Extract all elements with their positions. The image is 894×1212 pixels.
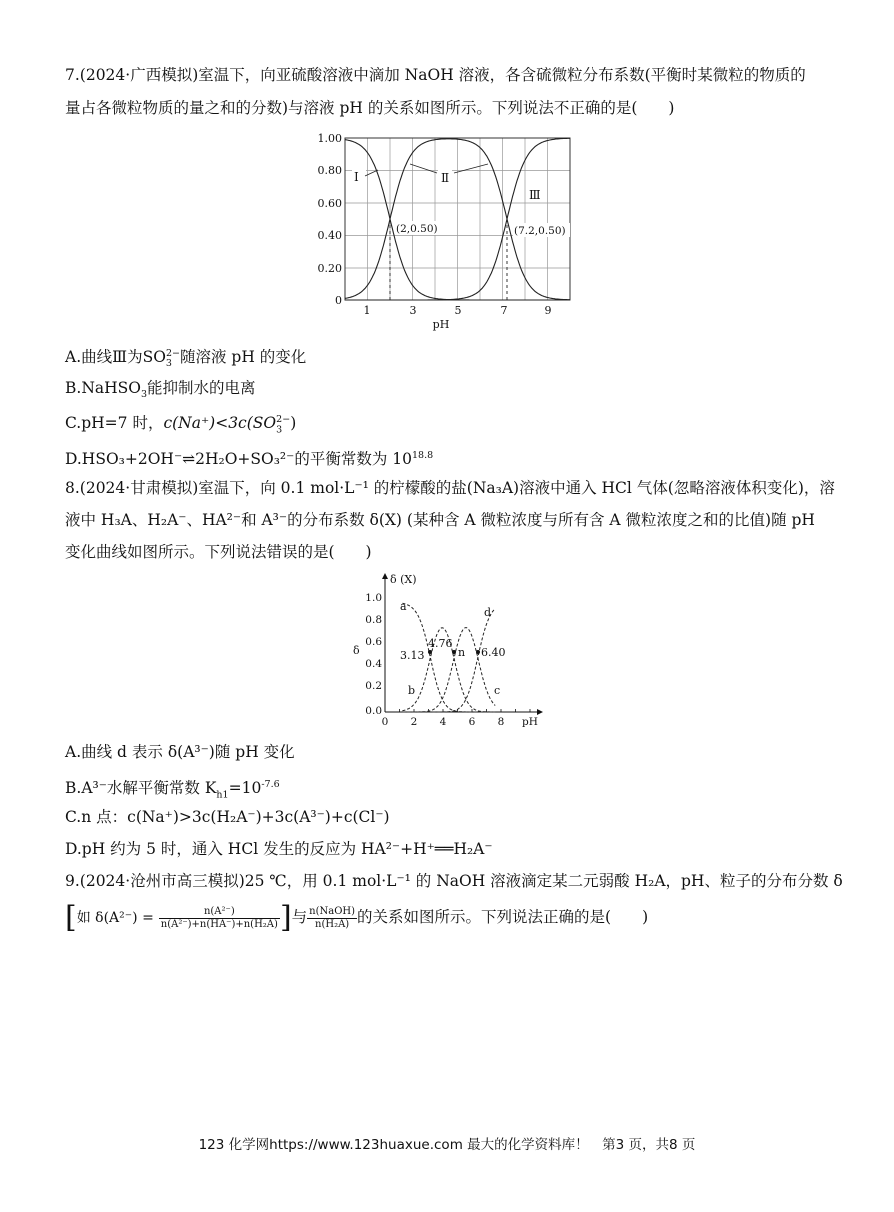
q7-ytick: 0.60 — [318, 197, 342, 210]
q8-ytick: 0.0 — [365, 705, 382, 717]
q8-ytick: 0.2 — [365, 680, 382, 692]
q9-line1: 9.(2024·沧州市高三模拟)25 ℃，用 0.1 mol·L⁻¹ 的 NaOH 溶液滴定某二元弱酸 H₂A，pH、粒子的分布分数 δ — [65, 872, 843, 890]
q7-ytick: 0.40 — [318, 229, 342, 242]
q8-xlabel: pH — [522, 716, 538, 728]
q7-label-III: Ⅲ — [529, 188, 541, 202]
q7-ytick: 1.00 — [318, 132, 342, 145]
q8-xtick: 2 — [410, 716, 418, 728]
q8-xtick: 4 — [439, 716, 447, 728]
q7-xtick: 9 — [544, 304, 552, 317]
q8-option-d: D.pH 约为 5 时，通入 HCl 发生的反应为 HA²⁻+H⁺══H₂A⁻ — [65, 840, 493, 858]
q8-ylabel-top: δ (X) — [390, 573, 417, 586]
q7-chart — [318, 128, 580, 338]
q7-option-a: A.曲线Ⅲ为$SO_3^{2-}$随溶液 pH 的变化 — [65, 348, 307, 370]
q7-option-d: D.HSO₃+2OH⁻⇌2H₂O+SO₃²⁻的平衡常数为 $10^{18.8}$ — [65, 450, 434, 469]
q8-xtick: 6 — [468, 716, 476, 728]
q8-line3: 变化曲线如图所示。下列说法错误的是( ) — [65, 543, 372, 561]
page-footer: 123 化学网https://www.123huaxue.com 最大的化学资料库！ 第3 页，共8 页 — [198, 1137, 696, 1153]
q9-fraction-1: $\frac{\text{n(A²⁻)}}{\text{n(A²⁻)+n(HA⁻)+n(H₂A)}}$ — [160, 905, 278, 930]
q8-ytick: 1.0 — [365, 592, 382, 604]
q8-xtick: 0 — [381, 716, 389, 728]
q7-xtick: 1 — [363, 304, 371, 317]
q8-point-label: 6.40 — [481, 646, 506, 659]
q7-xtick: 7 — [500, 304, 508, 317]
q7-label-II: Ⅱ — [441, 171, 450, 185]
q8-ytick: 0.6 — [365, 636, 382, 648]
q7-line2: 量占各微粒物质的量之和的分数)与溶液 pH 的关系如图所示。下列说法不正确的是( ) — [65, 99, 675, 117]
q8-curve-label-c: c — [494, 684, 501, 697]
q7-annotation-1: (2,0.50) — [396, 223, 438, 235]
q8-curve-label-b: b — [408, 684, 416, 697]
q8-curve-label-d: d — [484, 606, 492, 619]
q7-xtick: 3 — [409, 304, 417, 317]
q8-point-n — [452, 650, 456, 654]
q8-point-label: 4.76 — [428, 637, 453, 650]
q8-ytick: 0.8 — [365, 614, 382, 626]
q8-point-label: 3.13 — [400, 649, 425, 662]
q7-option-c: C.pH=7 时，$c(Na^+)<3c(SO_3^{2-})$ — [65, 414, 297, 436]
q8-option-c: C.n 点：c(Na⁺)>3c(H₂A⁻)+3c(A³⁻)+c(Cl⁻) — [65, 808, 390, 826]
q9-line2: [如 δ(A²⁻) = $\frac{\text{n(A²⁻)}}{\text{n(A²⁻)+n(HA⁻)+n(H₂A)}}$ ]与 $\frac{\text{n(NaOH)}}{\text{n(H₂A)}}$ 的关系如图所示。下列说法正确的是( ) — [65, 900, 649, 935]
q7-label-I: Ⅰ — [354, 170, 359, 184]
q9-fraction-2: $\frac{\text{n(NaOH)}}{\text{n(H₂A)}}$ — [309, 905, 356, 930]
q7-grid — [345, 138, 570, 300]
q8-option-b: B.A³⁻水解平衡常数 $K_{h1}=10^{-7.6}$ — [65, 779, 280, 801]
q8-ytick: 0.4 — [365, 658, 382, 670]
q7-ytick: 0.80 — [318, 164, 342, 177]
q7-ytick: 0.20 — [318, 262, 342, 275]
q8-xtick: 8 — [497, 716, 505, 728]
q7-xtick: 5 — [454, 304, 462, 317]
q7-annotation-2: (7.2,0.50) — [514, 225, 566, 237]
q8-ylabel: δ — [353, 644, 360, 657]
q8-line2: 液中 H₃A、H₂A⁻、HA²⁻和 A³⁻的分布系数 δ(X) (某种含 A 微粒浓度与所有含 A 微粒浓度之和的比值)随 pH — [65, 511, 815, 529]
q8-line1: 8.(2024·甘肃模拟)室温下，向 0.1 mol·L⁻¹ 的柠檬酸的盐(Na₃A)溶液中通入 HCl 气体(忽略溶液体积变化)，溶 — [65, 479, 835, 497]
q8-chart — [348, 570, 548, 730]
q8-point-3 — [476, 650, 480, 654]
q7-ytick: 0 — [335, 294, 342, 307]
q7-xlabel: pH — [432, 318, 450, 331]
q8-option-a: A.曲线 d 表示 δ(A³⁻)随 pH 变化 — [65, 743, 295, 761]
q7-line1: 7.(2024·广西模拟)室温下，向亚硫酸溶液中滴加 NaOH 溶液，各含硫微粒分布系数(平衡时某微粒的物质的 — [65, 66, 806, 84]
q8-curve-label-a: a — [400, 600, 407, 613]
q8-point-1 — [428, 650, 432, 654]
q7-option-b: B.NaHSO$_3$能抑制水的电离 — [65, 379, 256, 401]
q8-point-label: n — [458, 646, 466, 659]
